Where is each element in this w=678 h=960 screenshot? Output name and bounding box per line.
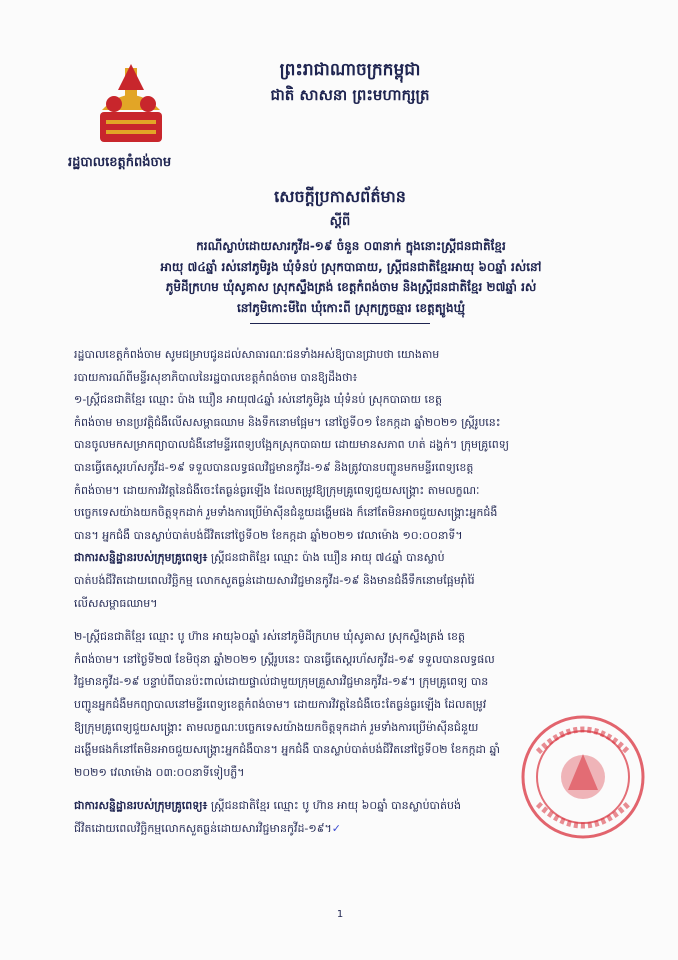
- subject-text: [72, 236, 630, 318]
- body-line: បានចូលមកសម្រាកព្យាបាលជំងឺនៅមន្ទីរពេទ្យបង្អែកស្រុកបាធាយ ដោយមានសភាព ហត់ ដង្ហក់។ ក្រុមគ្រូពេទ្យ: [74, 438, 510, 452]
- body-line: លើសសម្ពាធឈាម។: [74, 596, 158, 610]
- body-line: កំពង់ចាម។ នៅថ្ងៃទី២៧ ខែមិថុនា ឆ្នាំ២០២១ ស្ត្រីរូបនេះ បានធ្វើតេស្តរហ័សកូវីដ-១៩ ទទួលបានលទ្ធផល: [74, 652, 495, 666]
- emblem-left-medallion: [106, 96, 122, 112]
- body-line: កំពង់ចាម មានប្រវត្តិជំងឺលើសសម្ពាធឈាម និងទឹកនោមផ្អែម។ នៅថ្ងៃទី០១ ខែកក្កដា ឆ្នាំ២០២១ ស្ត្រីរូបនេះ: [74, 415, 501, 429]
- document-title: សេចក្តីប្រកាសព័ត៌មាន: [274, 187, 406, 206]
- body-line: ២-ស្ត្រីជនជាតិខ្មែរ ឈ្មោះ បូ ហ៊ាន អាយុ៦០ឆ្នាំ រស់នៅភូមិដីក្រហម ឃុំសូគាស ស្រុកស្ទឹងត្រង់ ខេត្ត: [74, 630, 465, 644]
- subject-label: ស្តីពី: [329, 214, 351, 229]
- body-line: បាន។ អ្នកជំងឺ បានស្លាប់បាត់បង់ជីវិតនៅថ្ងៃទី០២ ខែកក្កដា ឆ្នាំ២០២១ វេលាម៉ោង ១០:០០នាទី។: [74, 528, 463, 542]
- conclusion-label: ជាការសន្និដ្ឋានរបស់ក្រុមគ្រូពេទ្យ៖: [74, 551, 208, 565]
- conclusion-line: [74, 547, 630, 570]
- body-line: បញ្ជូនអ្នកជំងឺមកព្យាបាលនៅមន្ទីរពេទ្យខេត្តកំពង់ចាម។ ដោយការវិវត្តនៃជំងឺចេះតែធ្ងន់ធ្ងរឡើង ដែលតម្រូវ: [74, 697, 487, 711]
- handwritten-mark: ✓: [331, 821, 341, 835]
- body-line: ១-ស្ត្រីជនជាតិខ្មែរ ឈ្មោះ ប៉ាង ឃឿន អាយុ៧៤ឆ្នាំ រស់នៅភូមិរូង ឃុំទំនប់ ស្រុកបាធាយ ខេត្ត: [74, 393, 442, 407]
- emblem-crown: [118, 64, 144, 90]
- intro-paragraph: [74, 344, 630, 389]
- emblem-stripe: [106, 120, 156, 124]
- issuer-name: រដ្ឋបាលខេត្តកំពង់ចាម: [68, 155, 172, 170]
- official-seal-stamp: [518, 712, 648, 842]
- ministry-emblem-logo: [92, 60, 170, 150]
- body-line: ដង្ហើមផងក៏នៅតែមិនអាចជួយសង្គ្រោះអ្នកជំងឺបាន។ អ្នកជំងឺ បានស្លាប់បាត់បង់ជីវិតនៅថ្ងៃទី០២ ខែកក្កដា ឆ្នាំ: [74, 743, 501, 757]
- page-number: 1: [336, 909, 344, 920]
- subject-line: អាយុ ៧៤ឆ្នាំ រស់នៅភូមិរូង ឃុំទំនប់ ស្រុកបាធាយ, ស្ត្រីជនជាតិខ្មែរអាយុ ៦០ឆ្នាំ រស់នៅ: [160, 259, 542, 274]
- seal-text-arc: [538, 730, 628, 753]
- subject-line: ភូមិដីក្រហម ឃុំសូគាស ស្រុកស្ទឹងត្រង់ ខេត្តកំពង់ចាម និងស្ត្រីជនជាតិខ្មែរ ២៧ឆ្នាំ រស់: [165, 280, 537, 294]
- paragraph-gap: [74, 615, 630, 626]
- body-line: បាត់បង់ជីវិតដោយពេលវិច្ឆិកម្ម លោកសួតធ្ងន់ដោយសារវិជ្ជមានកូវីដ-១៩ និងមានជំងឺទឹកនោមផ្អែមរ៉ាំរ៉ៃ: [74, 573, 475, 587]
- kingdom-heading: ព្រះរាជាណាចក្រកម្ពុជា: [279, 60, 421, 80]
- body-line: វិជ្ជមានកូវីដ-១៩ បន្ទាប់ពីបានប៉ះពាល់ដោយផ្ទាល់ជាមួយក្រុមគ្រួសារវិជ្ជមានកូវីដ-១៩។ ក្រុមគ្រូពេទ្យ បាន: [74, 675, 489, 689]
- nation-motto: ជាតិ សាសនា ព្រះមហាក្សត្រ: [270, 86, 430, 104]
- body-line: ឱ្យក្រុមគ្រូពេទ្យជួយសង្គ្រោះ តាមលក្ខណៈបច្ចេកទេសយ៉ាងយកចិត្តទុកដាក់ រួមទាំងការប្រើម៉ាស៊ីនជំនួយ: [74, 720, 479, 734]
- conclusion-text: ស្ត្រីជនជាតិខ្មែរ ឈ្មោះ ប៉ាង ឃឿន អាយុ ៧៤ឆ្នាំ បានស្លាប់: [207, 551, 445, 565]
- case-1-conclusion: [74, 547, 630, 615]
- subject-line: ករណីស្លាប់ដោយសារកូវីដ-១៩ ចំនួន ០៣នាក់ ក្នុងនោះស្ត្រីជនជាតិខ្មែរ: [196, 239, 506, 253]
- body-line: រដ្ឋបាលខេត្តកំពង់ចាម សូមជម្រាបជូនដល់សាធារណៈជនទាំងអស់ឱ្យបានជ្រាបថា យោងតាម: [74, 348, 440, 361]
- emblem-right-medallion: [140, 96, 156, 112]
- title-divider: [250, 323, 430, 324]
- conclusion-label: ជាការសន្និដ្ឋានរបស់ក្រុមគ្រូពេទ្យ៖: [74, 799, 208, 813]
- body-line: បច្ចេកទេសយ៉ាងយកចិត្តទុកដាក់ រួមទាំងការប្រើម៉ាស៊ីនជំនួយដង្ហើមផង ក៏នៅតែមិនអាចជួយសង្គ្រោះអ្នកជំងឺ: [74, 506, 498, 520]
- body-line: ២០២១ វេលាម៉ោង ០៣:០០នាទីទៀបភ្លឺ។: [74, 765, 245, 779]
- body-line: បានធ្វើតេស្តរហ័សកូវីដ-១៩ ទទួលបានលទ្ធផលវិជ្ជមានកូវីដ-១៩ និងត្រូវបានបញ្ជូនមកមន្ទីរពេទ្យខេត្ត: [74, 460, 474, 474]
- body-line: របាយការណ៍ពីមន្ទីរសុខាភិបាលនៃរដ្ឋបាលខេត្តកំពង់ចាម បានឱ្យដឹងថា៖: [74, 370, 358, 384]
- case-1-paragraph: [74, 389, 630, 547]
- emblem-base: [100, 112, 162, 142]
- conclusion-text: ជីវិតដោយពេលវិច្ឆិកម្មលោកសួតធ្ងន់ដោយសារវិជ្ជមានកូវីដ-១៩។: [74, 821, 332, 835]
- body-line: កំពង់ចាម។ ដោយការវិវត្តនៃជំងឺចេះតែធ្ងន់ធ្ងរឡើង ដែលតម្រូវឱ្យក្រុមគ្រូពេទ្យជួយសង្គ្រោះ តាមលក្ខណៈ: [74, 483, 480, 497]
- subject-line: នៅភូមិកោះមីពៃ ឃុំកោះពី ស្រុកក្រូចឆ្មារ ខេត្តត្បូងឃ្មុំ: [236, 300, 466, 315]
- conclusion-text: ស្ត្រីជនជាតិខ្មែរ ឈ្មោះ បូ ហ៊ាន អាយុ ៦០ឆ្នាំ បានស្លាប់បាត់បង់: [207, 799, 461, 813]
- emblem-stripe: [106, 130, 156, 134]
